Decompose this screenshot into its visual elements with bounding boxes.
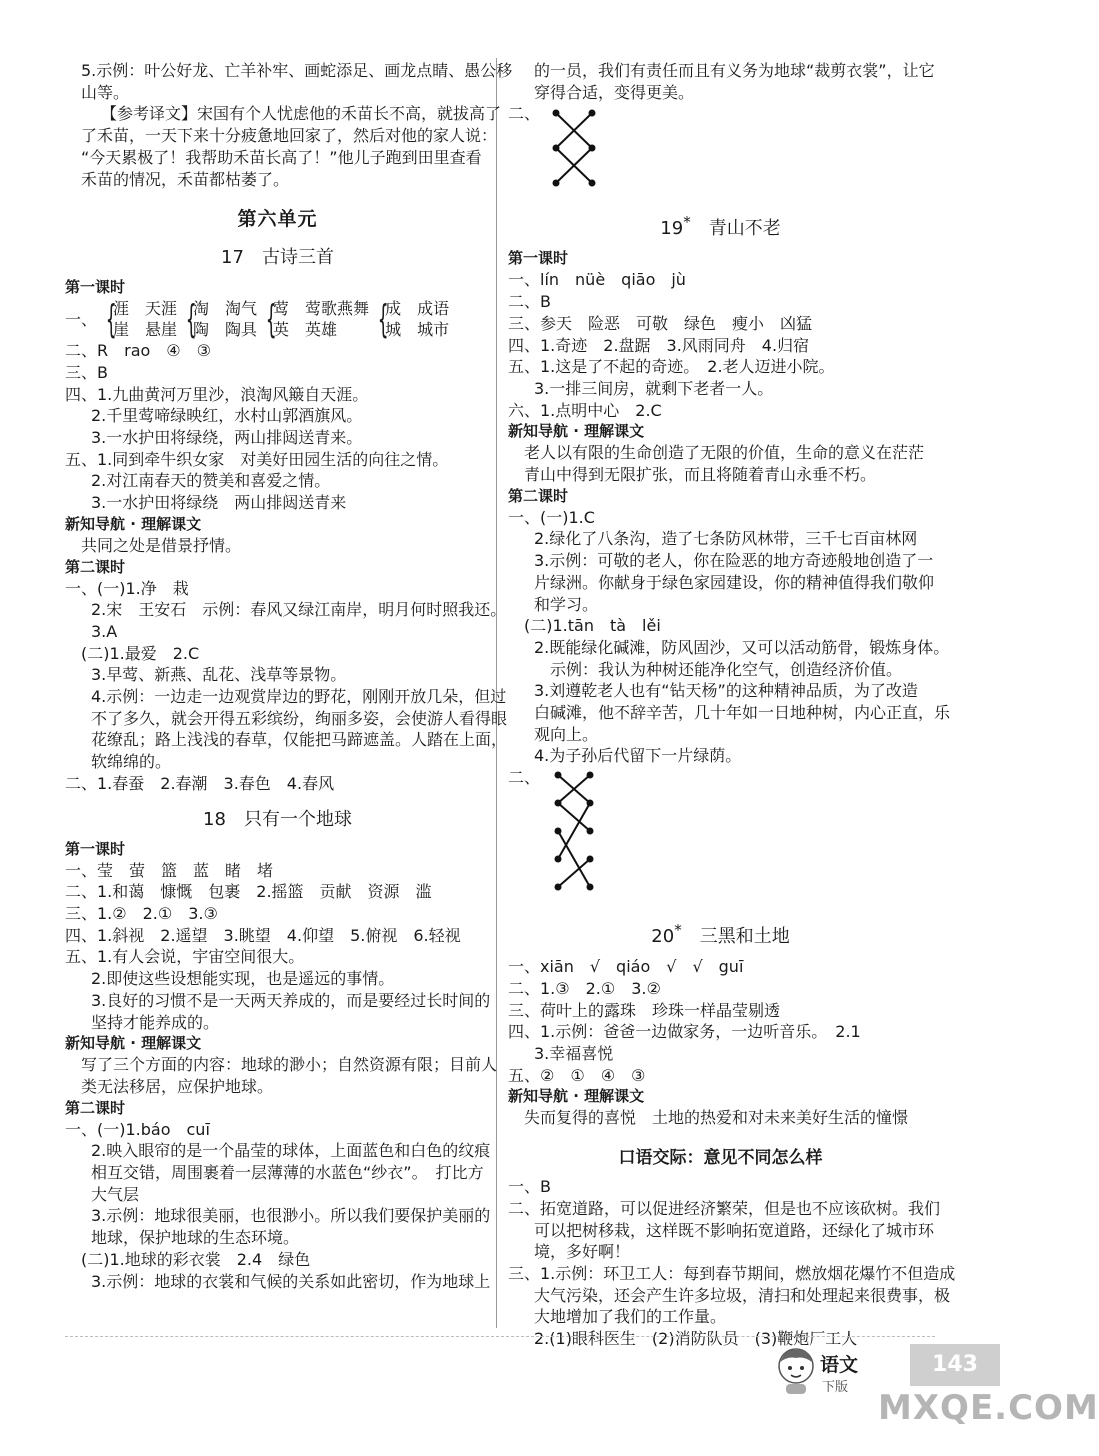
answer-line: 2.宋 王安石 示例：春风又绿江南岸，明月何时照我还。 [91, 600, 507, 620]
nav-text: 写了三个方面的内容：地球的渺小；自然资源有限；目前人 [81, 1055, 498, 1075]
group-line: 莺 莺歌燕舞 [273, 299, 370, 319]
answer-line: 2.千里莺啼绿映红，水村山郭酒旗风。 [91, 406, 363, 426]
answer-line: 2.既能绿化碱滩，防风固沙，又可以活动筋骨，锻炼身体。 [534, 637, 950, 657]
lesson-20-title [508, 921, 933, 948]
answer-line: 相互交错，周围裹着一层薄薄的水蓝色“纱衣”。 打比方 [91, 1163, 484, 1183]
matching-figure [508, 103, 933, 193]
text-line: 山等。 [81, 82, 130, 102]
answer-line: 四、1.斜视 2.遥望 3.眺望 4.仰望 5.俯视 6.轻视 [65, 925, 461, 945]
question-number: 一、 [65, 309, 98, 329]
page-number: 143 [910, 1344, 1000, 1386]
text-line: 了禾苗，一天下来十分疲惫地回家了，然后对他的家人说： [81, 126, 498, 146]
answer-line: 五、1.这是了不起的奇迹。 2.老人迈进小院。 [508, 357, 835, 377]
nav-heading: 新知导航 · 理解课文 [65, 514, 202, 533]
answer-line: 4.为子孙后代留下一片绿荫。 [534, 746, 742, 766]
watermark-logo: MXQE.COM [878, 1388, 1099, 1428]
char-group [183, 298, 257, 340]
group-line: 陶 陶具 [193, 320, 258, 340]
lesson-18-title [65, 805, 490, 831]
answer-line: (二)1.tān tà lěi [524, 616, 661, 636]
answer-line: 3.刘遵乾老人也有“钻天杨”的这种精神品质，为了改造 [534, 681, 918, 701]
edition-label: 下版 [822, 1380, 849, 1395]
answer-line: 一、(一)1.C [508, 507, 595, 527]
text-line: 穿得合适，变得更美。 [534, 82, 695, 102]
answer-line: 2.对江南春天的赞美和喜爱之情。 [91, 471, 331, 491]
lesson-number: 20 [651, 926, 675, 948]
lesson-17-title [65, 243, 490, 269]
answer-line: 3.一水护田将绿绕，两山排闼送青来。 [91, 428, 363, 448]
answer-line: 二、1.春蚕 2.春潮 3.春色 4.春风 [65, 773, 335, 793]
answer-line: 三、B [65, 362, 108, 382]
nav-text: 老人以有限的生命创造了无限的价值，生命的意义在茫茫 [524, 443, 925, 463]
answer-line: 二、B [508, 292, 551, 312]
subject-label: 语文 [820, 1354, 859, 1376]
answer-line: (二)1.最爱 2.C [81, 643, 200, 663]
answer-line: 一、(一)1.净 栽 [65, 578, 189, 598]
answer-line: 3.示例：可敬的老人，你在险恶的地方奇迹般地创造了一 [534, 551, 934, 571]
answer-line: 坚持才能养成的。 [91, 1012, 220, 1032]
lesson-name: 只有一个地球 [243, 808, 352, 830]
group-line: 英 英雄 [273, 320, 338, 340]
left-column [65, 60, 513, 1292]
answer-line: 二、R rao ④ ③ [65, 341, 211, 361]
lesson-number: 18 [203, 808, 226, 830]
lesson-name: 青山不老 [708, 218, 781, 240]
answer-line: 观向上。 [534, 724, 599, 744]
text-line: 【参考译文】宋国有个人忧虑他的禾苗长不高，就拔高了 [101, 104, 502, 124]
answer-line: 大气污染，还会产生许多垃圾，清扫和处理起来很费事，极 [534, 1285, 951, 1305]
brace-icon: { [377, 297, 389, 342]
optional-star: * [683, 213, 691, 232]
answer-line: 四、1.奇迹 2.盘踞 3.风雨同舟 4.归宿 [508, 335, 810, 355]
page-footer [760, 1338, 1099, 1448]
answer-line: 3.一排三间房，就剩下老者一人。 [534, 378, 774, 398]
cartoon-boy-icon [774, 1344, 818, 1396]
answer-line: 2.即使这些设想能实现，也是遥远的事情。 [91, 969, 395, 989]
answer-line: 软绵绵的。 [91, 752, 172, 772]
session-heading: 第二课时 [65, 1098, 126, 1117]
optional-star: * [674, 921, 682, 940]
lesson-19-title [508, 213, 933, 240]
matching-figure [508, 767, 933, 897]
text-line: “今天累极了！我帮助禾苗长高了！”他儿子跑到田里查看 [81, 147, 482, 167]
question-number: 二、 [508, 768, 541, 788]
answer-line: 四、1.九曲黄河万里沙，浪淘风簸自天涯。 [65, 384, 369, 404]
nav-text: 类无法移居，应保护地球。 [81, 1076, 274, 1096]
oral-title-text: 口语交际：意见不同怎么样 [618, 1148, 823, 1169]
char-groups [65, 298, 490, 340]
lesson-name: 三黑和土地 [699, 926, 790, 948]
answer-line: 五、1.同到牵牛织女家 对美好田园生活的向往之情。 [65, 449, 449, 469]
brace-icon: { [265, 297, 277, 342]
answer-line: 六、1.点明中心 2.C [508, 400, 662, 420]
matching-lines-diagram [544, 767, 614, 897]
answer-line: 不了多久，就会开得五彩缤纷，绚丽多姿，会使游人看得眼 [91, 708, 508, 728]
nav-heading: 新知导航 · 理解课文 [508, 1087, 645, 1106]
answer-line: 一、莹 萤 篮 蓝 睹 堵 [65, 860, 274, 880]
right-column [508, 60, 956, 1350]
answer-line: 可以把树移栽，这样既不影响拓宽道路，还绿化了城市环 [534, 1220, 935, 1240]
lesson-number: 19 [660, 218, 684, 240]
matching-lines-diagram [544, 103, 614, 193]
answer-line: 五、1.有人会说，宇宙空间很大。 [65, 947, 305, 967]
answer-line: 地球，保护地球的生态环境。 [91, 1228, 300, 1248]
session-heading: 第一课时 [508, 249, 569, 268]
answer-line: 3.一水护田将绿绕 两山排闼送青来 [91, 493, 347, 513]
session-heading: 第二课时 [65, 557, 126, 576]
answer-line: 3.早莺、新燕、乱花、浅草等景物。 [91, 665, 347, 685]
answer-line: 白碱滩，他不辞辛苦，几十年如一日地种树，内心正直，乐 [534, 703, 951, 723]
answer-line: 二、拓宽道路，可以促进经济繁荣，但是也不应该砍树。我们 [508, 1198, 941, 1218]
answer-line: 示例：我认为种树还能净化空气，创造经济价值。 [550, 659, 903, 679]
lesson-number: 17 [221, 247, 244, 269]
answer-line: 3.示例：地球很美丽，也很渺小。所以我们要保护美丽的 [91, 1206, 491, 1226]
answer-line: 一、lín nüè qiāo jù [508, 270, 686, 290]
answer-line: 三、荷叶上的露珠 珍珠一样晶莹剔透 [508, 1000, 781, 1020]
group-line: 成 成语 [385, 299, 450, 319]
nav-text: 青山中得到无限扩张，而且将随着青山永垂不朽。 [524, 465, 877, 485]
answer-line: 3.A [91, 621, 118, 641]
question-number: 二、 [508, 104, 541, 124]
answer-line: 二、1.和蔼 慷慨 包裹 2.摇篮 贡献 资源 滥 [65, 882, 432, 902]
answer-line: 一、xiān √ qiáo √ √ guī [508, 957, 744, 977]
answer-line: 四、1.示例：爸爸一边做家务，一边听音乐。 2.1 [508, 1022, 861, 1042]
session-heading: 第一课时 [65, 839, 126, 858]
brace-icon: { [105, 297, 117, 342]
answer-line: 三、1.② 2.① 3.③ [65, 903, 218, 923]
answer-line: 花缭乱；路上浅浅的春草，仅能把马蹄遮盖。人踏在上面， [91, 730, 508, 750]
answer-line: (二)1.地球的彩衣裳 2.4 绿色 [81, 1249, 311, 1269]
char-group [375, 298, 449, 340]
answer-line: 2.映入眼帘的是一个晶莹的球体，上面蓝色和白色的纹痕 [91, 1141, 491, 1161]
answer-line: 2.(1)眼科医生 (2)消防队员 (3)鞭炮厂工人 [534, 1329, 858, 1349]
brace-icon: { [185, 297, 197, 342]
answer-line: 一、(一)1.báo cuī [65, 1119, 210, 1139]
session-heading: 第一课时 [65, 278, 126, 297]
group-line: 淘 淘气 [193, 299, 258, 319]
group-line: 涯 天涯 [113, 299, 178, 319]
lesson-name: 古诗三首 [261, 247, 334, 269]
answer-line: 境，多好啊！ [534, 1242, 631, 1262]
nav-text: 共同之处是借景抒情。 [81, 535, 242, 555]
char-group [103, 298, 177, 340]
answer-line: 片绿洲。你献身于绿色家园建设，你的精神值得我们敬仰 [534, 572, 935, 592]
answer-line: 一、B [508, 1177, 551, 1197]
group-line: 城 城市 [385, 320, 450, 340]
answer-line: 大气层 [91, 1184, 140, 1204]
answer-line: 和学习。 [534, 594, 599, 614]
answer-line: 3.幸福喜悦 [534, 1043, 614, 1063]
answer-line: 大地增加了我们的工作量。 [534, 1307, 727, 1327]
answer-line: 五、② ① ④ ③ [508, 1065, 646, 1085]
answer-line: 三、1.示例：环卫工人：每到春节期间，燃放烟花爆竹不但造成 [508, 1263, 956, 1283]
answer-line: 三、参天 险恶 可敬 绿色 瘦小 凶猛 [508, 313, 813, 333]
oral-title [508, 1143, 933, 1168]
answer-line: 2.绿化了八条沟，造了七条防风林带，三千七百亩林网 [534, 529, 918, 549]
nav-text: 失而复得的喜悦 土地的热爱和对未来美好生活的憧憬 [524, 1108, 909, 1128]
unit-title: 第六单元 [237, 208, 318, 231]
text-line: 5.示例：叶公好龙、亡羊补牢、画蛇添足、画龙点睛、愚公移 [81, 61, 513, 80]
answer-line: 4.示例：一边走一边观赏岸边的野花，刚刚开放几朵，但过 [91, 687, 507, 707]
text-line: 的一员，我们有责任而且有义务为地球“裁剪衣裳”，让它 [534, 61, 935, 80]
text-line: 禾苗的情况，禾苗都枯萎了。 [81, 169, 290, 189]
nav-heading: 新知导航 · 理解课文 [508, 422, 645, 441]
session-heading: 第二课时 [508, 486, 569, 505]
nav-heading: 新知导航 · 理解课文 [65, 1034, 202, 1053]
char-group [263, 298, 369, 340]
group-line: 崖 悬崖 [113, 320, 178, 340]
answer-line: 3.示例：地球的衣裳和气候的关系如此密切，作为地球上 [91, 1271, 491, 1291]
footer-divider [65, 1336, 935, 1337]
answer-line: 3.良好的习惯不是一天两天养成的，而是要经过长时间的 [91, 990, 491, 1010]
answer-line: 二、1.③ 2.① 3.② [508, 978, 661, 998]
